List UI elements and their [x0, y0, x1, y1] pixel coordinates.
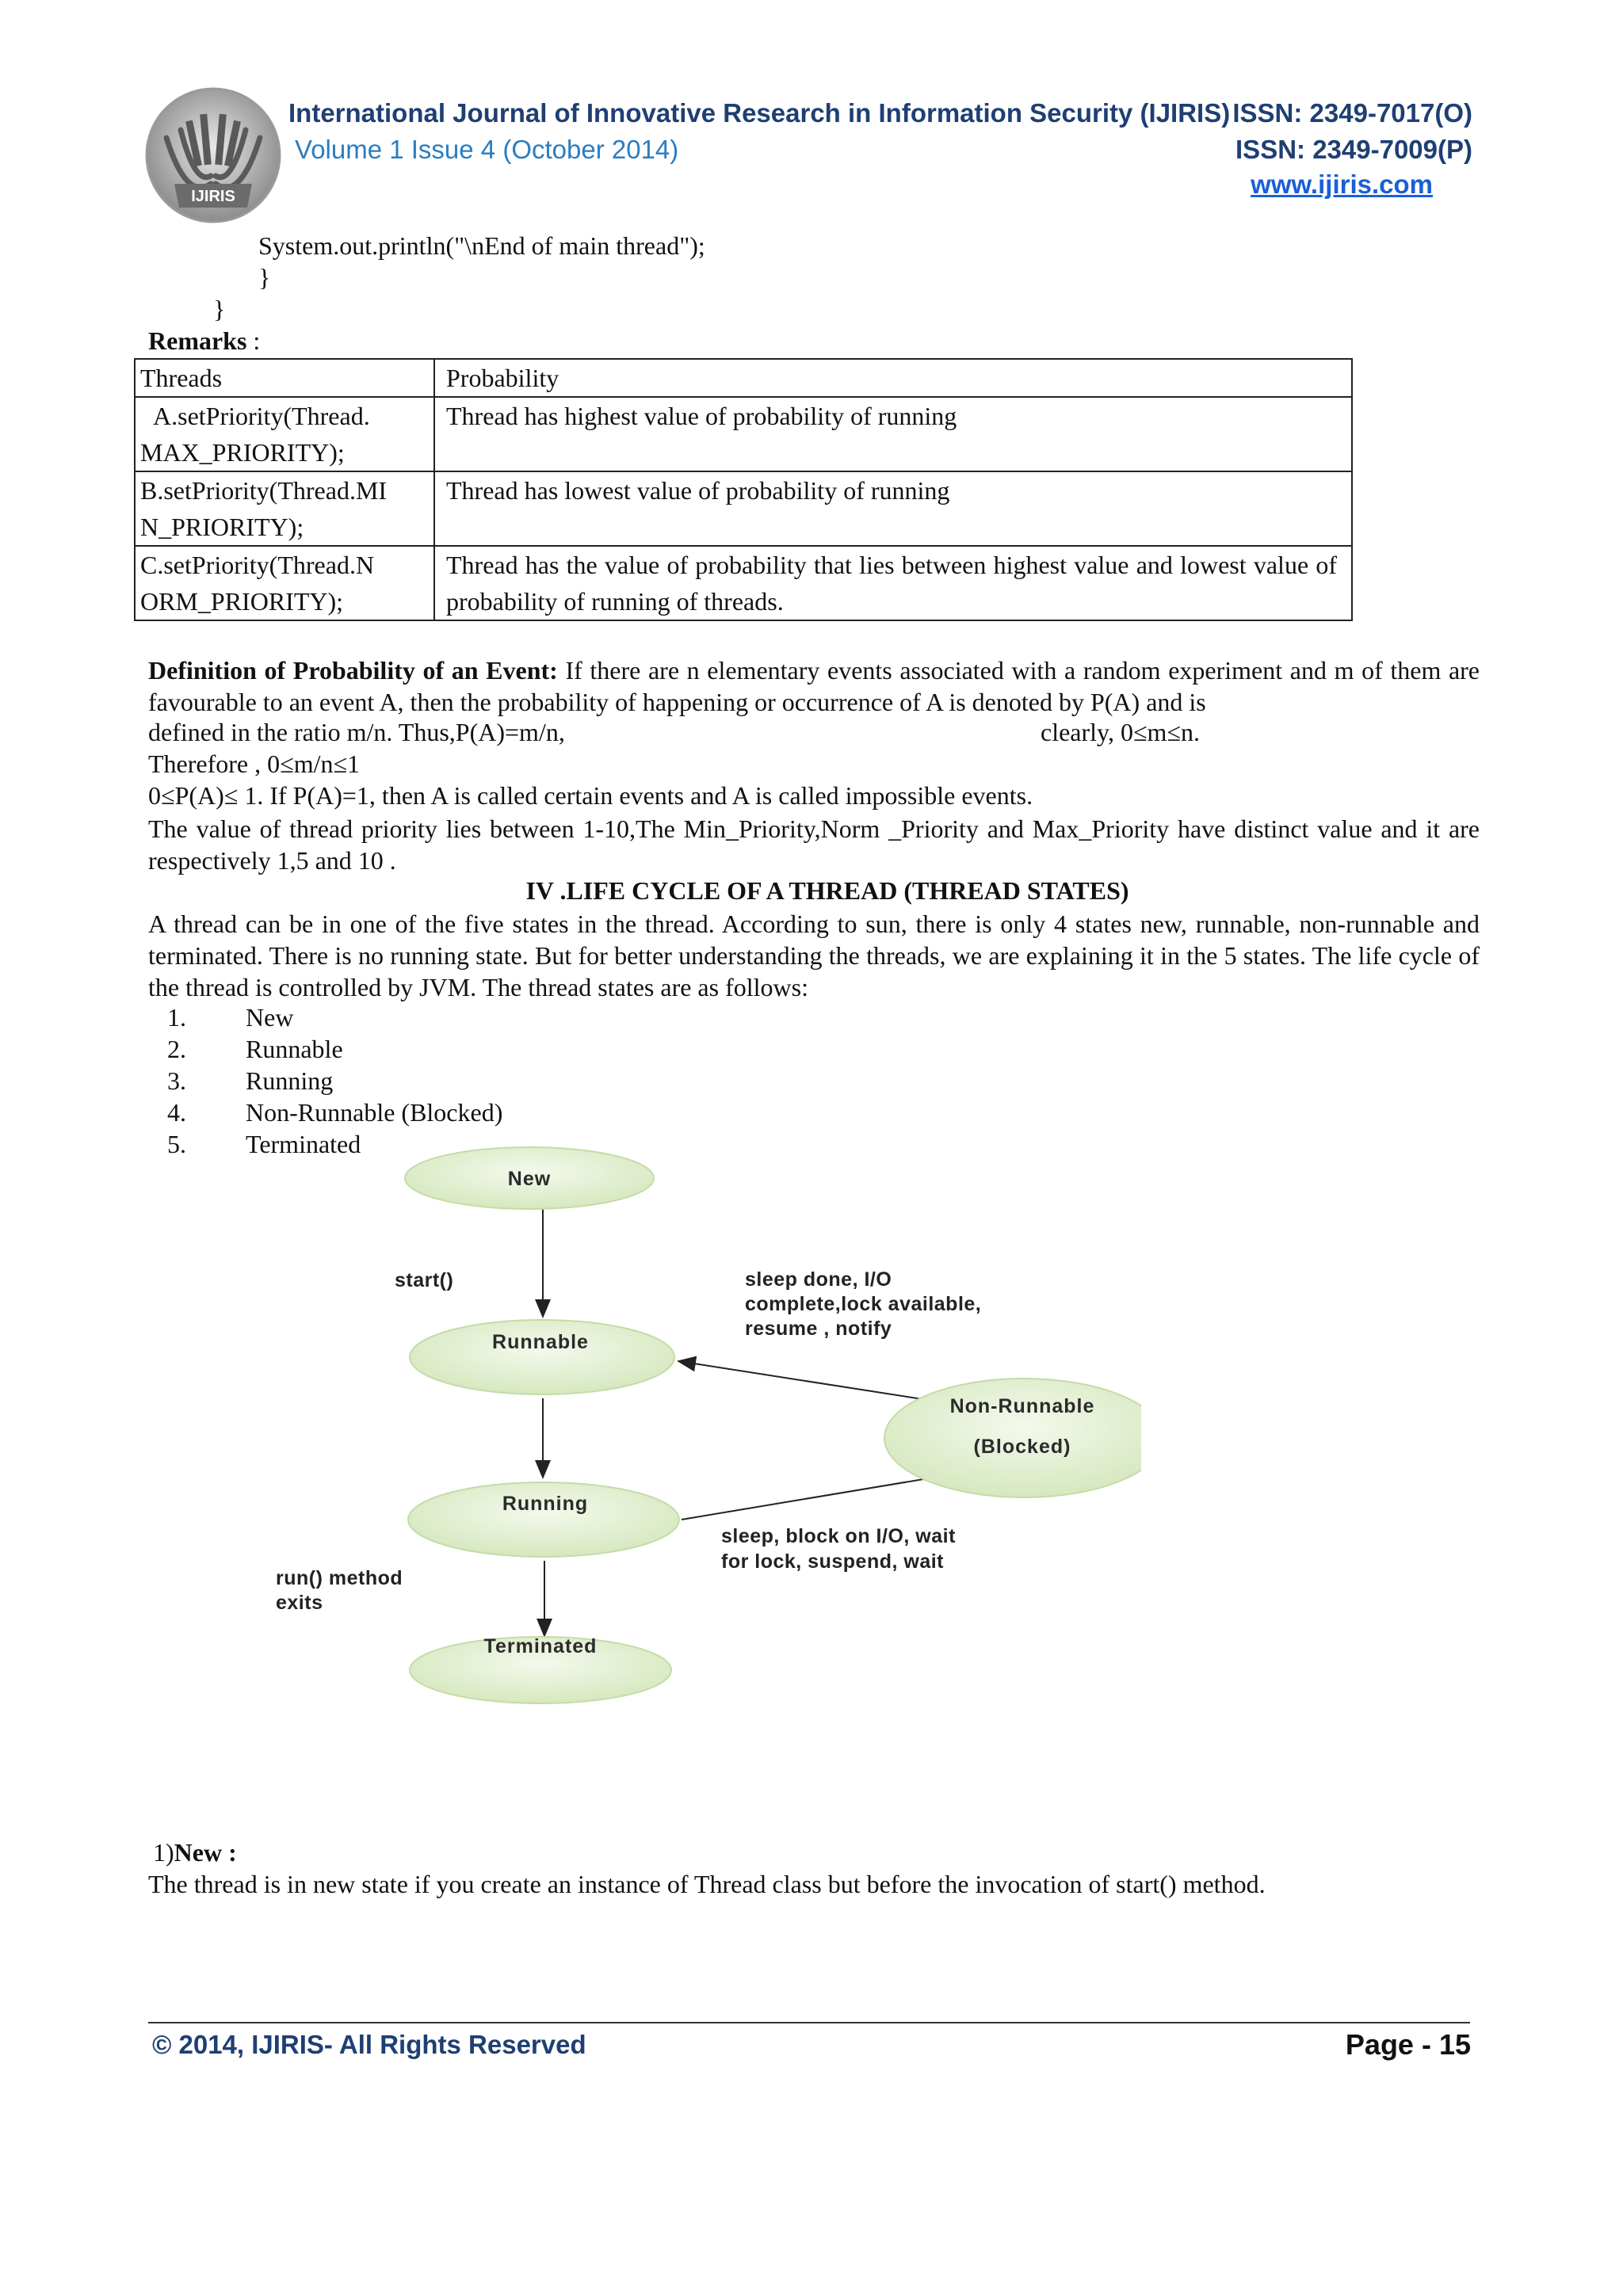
- node-runnable: [410, 1320, 674, 1394]
- definition-line: 0≤P(A)≤ 1. If P(A)=1, then A is called certain events and A is called impossible events.: [148, 781, 1033, 810]
- definition-line: defined in the ratio m/n. Thus,P(A)=m/n,: [148, 718, 565, 746]
- list-item: New: [246, 1003, 294, 1032]
- list-item-number: 1.: [167, 1003, 186, 1032]
- section-heading: IV .LIFE CYCLE OF A THREAD (THREAD STATES): [525, 876, 1129, 905]
- edge-label-exit: run() method: [276, 1567, 403, 1589]
- section-paragraph: A thread can be in one of the five states in the thread. According to sun, there is only 4 states new, runnable, non-runnable and terminated. There is no running state. But for better understanding the threads, we are explaining it in the 5 states. The life cycle of the thread is controlled by JVM. The thread states are as follows:: [148, 910, 1480, 1001]
- logo-text: IJIRIS: [191, 188, 235, 205]
- node-label: Running: [502, 1493, 589, 1515]
- node-new: [405, 1147, 654, 1209]
- table-cell-probability: Thread has the value of probability that lies between highest value and lowest value of probability of running of threads.: [434, 546, 1352, 620]
- definition-heading: Definition of Probability of an Event:: [148, 656, 558, 685]
- node-running: [408, 1482, 679, 1557]
- journal-logo: [143, 82, 284, 225]
- journal-title: International Journal of Innovative Research in Information Security (IJIRIS): [288, 98, 1231, 128]
- page-number: Page - 15: [1345, 2028, 1471, 2061]
- edge-label-block: for lock, suspend, wait: [721, 1550, 944, 1573]
- node-label: Terminated: [483, 1635, 598, 1657]
- priority-paragraph: The value of thread priority lies between 1-10,The Min_Priority,Norm _Priority and Max_Priority have distinct value and it are respectively 1,5 and 10 .: [148, 814, 1480, 875]
- list-item-number: 5.: [167, 1130, 186, 1158]
- table-row: [135, 471, 1352, 546]
- edge-label-block: sleep, block on I/O, wait: [721, 1525, 956, 1547]
- thread-lifecycle-diagram: [190, 1141, 1141, 1735]
- table-header-cell: Probability: [434, 359, 1352, 397]
- table-cell-thread: C.setPriority(Thread.N ORM_PRIORITY);: [135, 546, 434, 620]
- list-item-number: 4.: [167, 1098, 186, 1127]
- list-item: Terminated: [246, 1130, 361, 1158]
- table-cell-thread: A.setPriority(Thread. MAX_PRIORITY);: [135, 397, 434, 471]
- table-header-row: [135, 359, 1352, 397]
- node-label: New: [507, 1168, 552, 1190]
- node-label: Non-Runnable: [949, 1395, 1095, 1417]
- node-label: (Blocked): [973, 1436, 1071, 1458]
- remarks-table: [134, 358, 1353, 621]
- new-state-heading: 1)New :: [153, 1838, 237, 1867]
- table-header-cell: Threads: [135, 359, 434, 397]
- table-row: [135, 397, 1352, 471]
- definition-line: clearly, 0≤m≤n.: [1041, 718, 1200, 746]
- node-blocked: [884, 1379, 1141, 1497]
- list-item: Running: [246, 1066, 334, 1095]
- code-brace: }: [213, 295, 226, 323]
- code-brace: }: [258, 263, 271, 292]
- new-state-text: The thread is in new state if you create an instance of Thread class but before the invocation of start() method.: [148, 1870, 1266, 1898]
- table-row: [135, 546, 1352, 620]
- table-cell-probability: Thread has highest value of probability of running: [434, 397, 1352, 471]
- node-terminated: [410, 1635, 671, 1703]
- edge-label-exit: exits: [276, 1592, 323, 1614]
- table-cell-probability: Thread has lowest value of probability of running: [434, 471, 1352, 546]
- edge-label-wake: sleep done, I/O: [745, 1268, 892, 1291]
- list-item-number: 2.: [167, 1035, 186, 1063]
- footer-divider: [148, 2022, 1470, 2023]
- issn-print: ISSN: 2349-7009(P): [1235, 135, 1472, 164]
- definition-paragraph: Definition of Probability of an Event: If there are n elementary events associated with a random experiment and m of them are favourable to an event A, then the probability of happening or occurrence of A is denoted by P(A) and is: [148, 656, 1480, 716]
- list-item: Runnable: [246, 1035, 343, 1063]
- remarks-label: Remarks :: [148, 326, 261, 355]
- node-label: Runnable: [492, 1331, 589, 1353]
- issn-online: ISSN: 2349-7017(O): [1232, 98, 1472, 128]
- edge-label-wake: complete,lock available,: [745, 1293, 982, 1315]
- journal-url-link[interactable]: www.ijiris.com: [1251, 170, 1433, 199]
- edge-label-start: start(): [395, 1269, 454, 1291]
- list-item-number: 3.: [167, 1066, 186, 1095]
- edge-label-wake: resume , notify: [745, 1318, 892, 1340]
- list-item: Non-Runnable (Blocked): [246, 1098, 503, 1127]
- volume-issue: Volume 1 Issue 4 (October 2014): [295, 135, 679, 164]
- code-line: System.out.println("\nEnd of main thread");: [258, 231, 705, 260]
- definition-line: Therefore , 0≤m/n≤1: [148, 749, 361, 778]
- footer-copyright: © 2014, IJIRIS- All Rights Reserved: [152, 2030, 586, 2059]
- table-cell-thread: B.setPriority(Thread.MI N_PRIORITY);: [135, 471, 434, 546]
